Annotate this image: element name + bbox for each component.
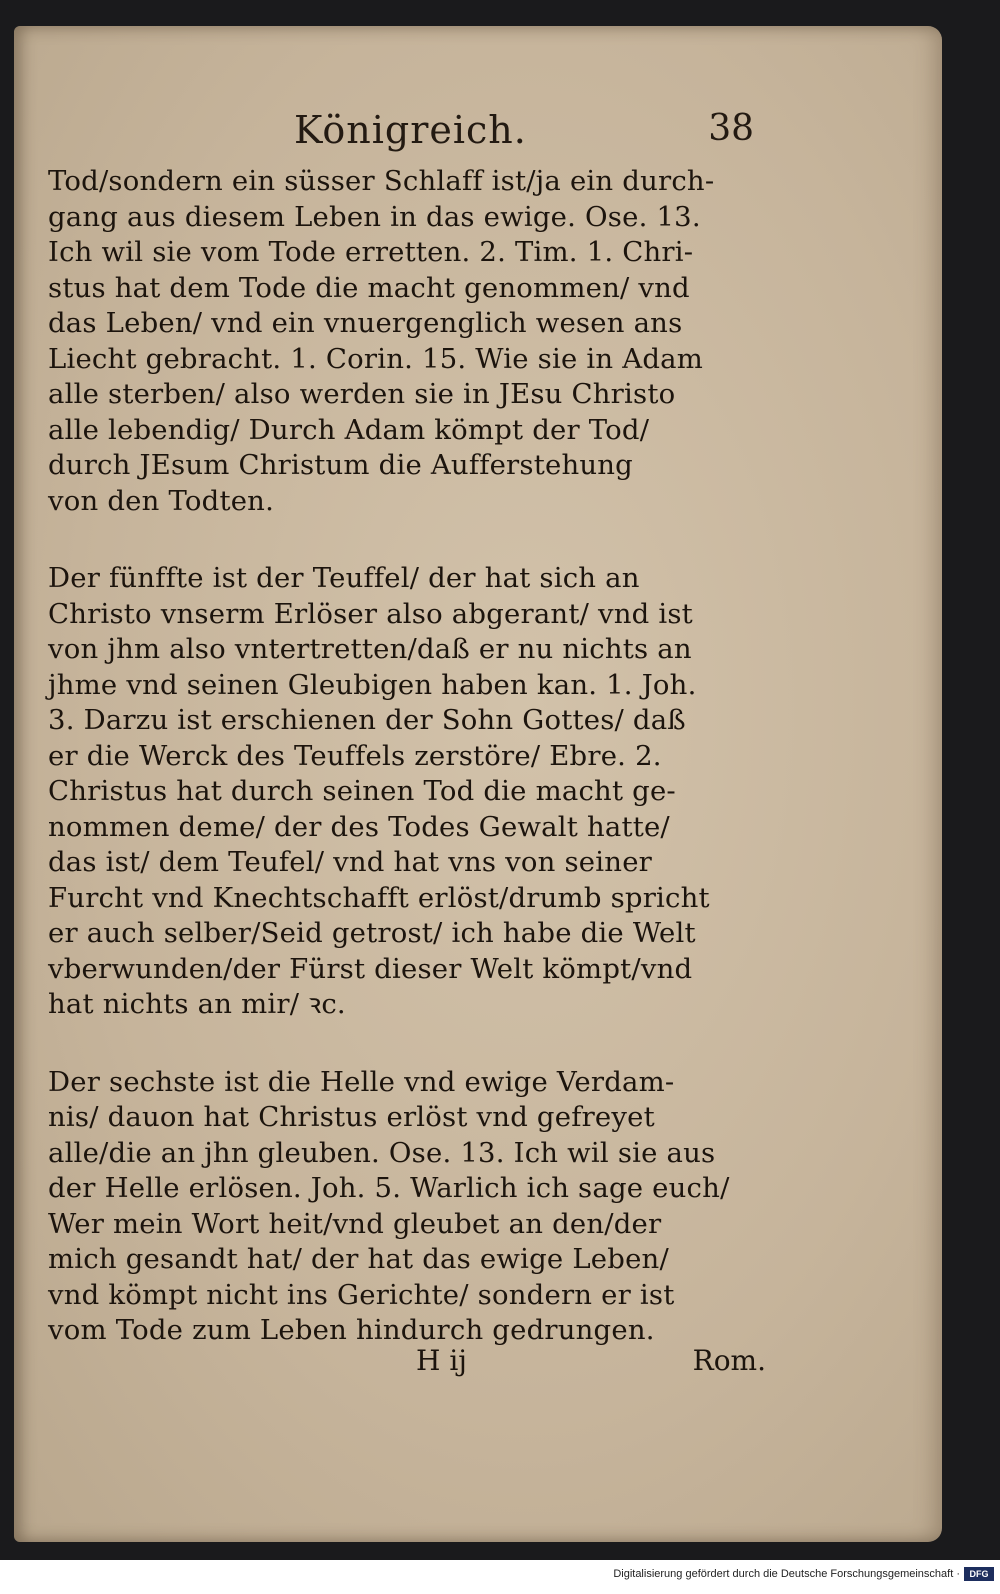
text-line: hat nichts an mir/ ꝛc. — [48, 988, 346, 1020]
text-line: durch JEsum Christum die Aufferstehung — [48, 449, 633, 481]
text-line: von jhm also vntertretten/daß er nu nichts an — [48, 633, 692, 665]
text-line: Furcht vnd Knechtschafft erlöst/drumb spricht — [48, 881, 710, 914]
page-header — [294, 108, 754, 158]
dfg-logo-icon: DFG — [964, 1567, 994, 1581]
text-line: mich gesandt hat/ der hat das ewige Leben/ — [48, 1243, 669, 1275]
text-line: nis/ dauon hat Christus erlöst vnd gefreyet — [48, 1101, 655, 1133]
text-line: Tod/sondern ein süsser Schlaff ist/ja ein durch- — [48, 165, 715, 197]
text-line: vnd kömpt nicht ins Gerichte/ sondern er ist — [48, 1278, 675, 1311]
book-page — [14, 26, 942, 1542]
paragraph — [48, 1065, 766, 1349]
text-line: das ist/ dem Teufel/ vnd hat vns von seiner — [48, 846, 653, 878]
text-line: 3. Darzu ist erschienen der Sohn Gottes/ daß — [48, 704, 686, 736]
page-number: 38 — [708, 108, 754, 149]
text-line: der Helle erlösen. Joh. 5. Warlich ich sage euch/ — [48, 1172, 730, 1204]
text-line: Wer mein Wort heit/vnd gleubet an den/der — [48, 1207, 662, 1240]
text-line: Der fünffte ist der Teuffel/ der hat sich an — [48, 562, 640, 594]
text-line: jhme vnd seinen Gleubigen haben kan. 1. Joh. — [48, 668, 697, 701]
paragraph-gap — [48, 519, 766, 561]
text-line: alle lebendig/ Durch Adam kömpt der Tod/ — [48, 413, 650, 446]
text-line: stus hat dem Tode die macht genommen/ vnd — [48, 271, 690, 304]
text-line: Christo vnserm Erlöser also abgerant/ vnd ist — [48, 597, 693, 630]
digitization-credit — [0, 1564, 1000, 1594]
text-line: von den Todten. — [48, 484, 275, 517]
catchword: Rom. — [692, 1344, 766, 1377]
text-line: Ich wil sie vom Tode erretten. 2. Tim. 1. Chri- — [48, 236, 694, 268]
text-line: das Leben/ vnd ein vnuergenglich wesen ans — [48, 307, 683, 339]
paragraph — [48, 561, 766, 1023]
paragraph-gap — [48, 1023, 766, 1065]
signature-mark: H ij — [416, 1344, 467, 1377]
paragraph — [48, 164, 766, 519]
text-line: alle/die an jhn gleuben. Ose. 13. Ich wil sie aus — [48, 1136, 716, 1169]
page-footer — [48, 1344, 766, 1384]
text-line: vom Tode zum Leben hindurch gedrungen. — [48, 1314, 655, 1346]
text-line: er auch selber/Seid getrost/ ich habe die Welt — [48, 917, 696, 949]
text-line: Christus hat durch seinen Tod die macht ge- — [48, 775, 676, 807]
text-line: alle sterben/ also werden sie in JEsu Christo — [48, 378, 676, 410]
text-line: nommen deme/ der des Todes Gewalt hatte/ — [48, 810, 670, 843]
text-line: Liecht gebracht. 1. Corin. 15. Wie sie in Adam — [48, 342, 703, 375]
text-line: vberwunden/der Fürst dieser Welt kömpt/vnd — [48, 952, 693, 985]
credit-text: Digitalisierung gefördert durch die Deutsche Forschungsgemeinschaft · — [613, 1568, 960, 1580]
text-line: er die Werck des Teuffels zerstöre/ Ebre. 2. — [48, 739, 662, 772]
text-line: gang aus diesem Leben in das ewige. Ose. 13. — [48, 200, 701, 233]
page-body — [48, 164, 766, 1349]
running-head: Königreich. — [294, 108, 527, 152]
text-line: Der sechste ist die Helle vnd ewige Verdam- — [48, 1065, 675, 1098]
